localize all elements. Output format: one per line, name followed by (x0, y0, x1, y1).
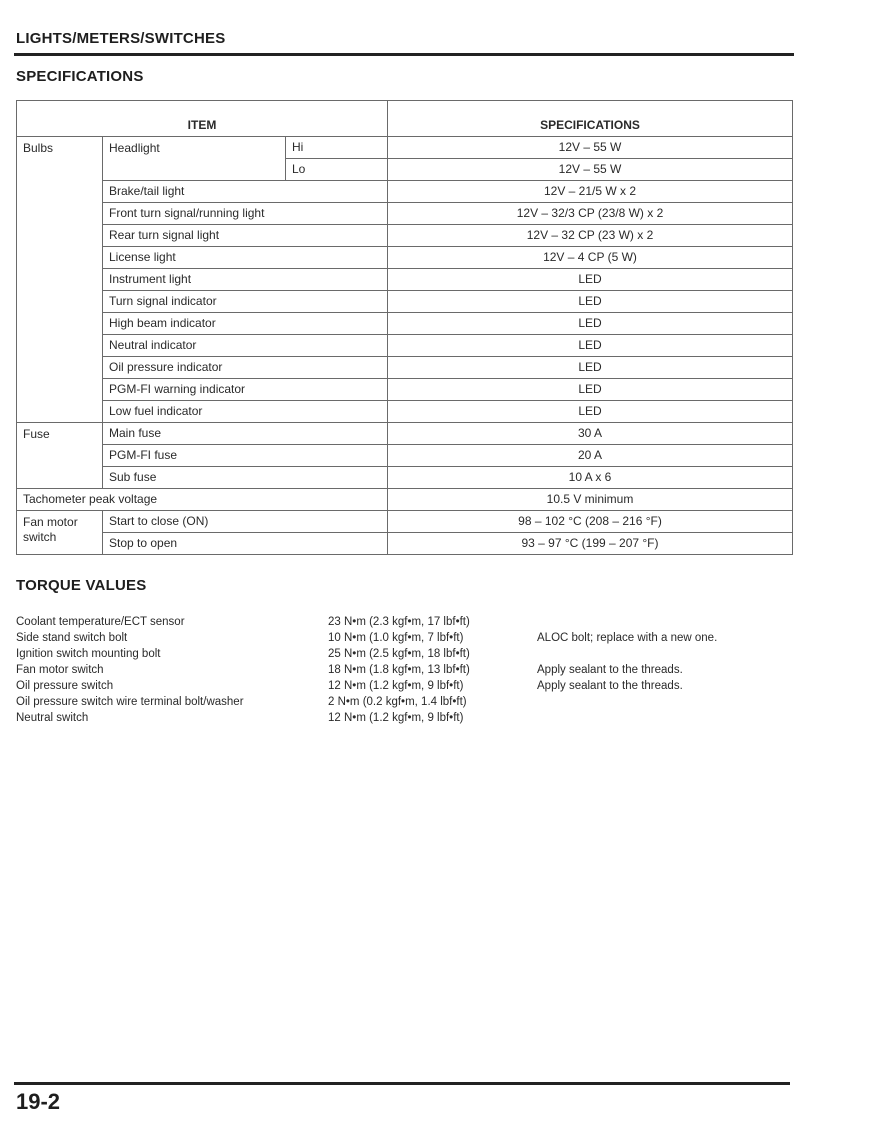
fuse-value: 30 A (388, 423, 793, 445)
fan-motor-item: Start to close (ON) (103, 511, 388, 533)
bulb-value: 12V – 21/5 W x 2 (388, 181, 793, 203)
fan-motor-value: 98 – 102 °C (208 – 216 °F) (388, 511, 793, 533)
bulb-item: Brake/tail light (103, 181, 388, 203)
bulb-value: 12V – 4 CP (5 W) (388, 247, 793, 269)
tachometer-value: 10.5 V minimum (388, 489, 793, 511)
table-row (17, 357, 793, 379)
table-row (17, 181, 793, 203)
bulb-item: High beam indicator (103, 313, 388, 335)
table-row (17, 423, 793, 445)
tachometer-item: Tachometer peak voltage (17, 489, 388, 511)
torque-values-heading: TORQUE VALUES (16, 577, 147, 594)
fuse-item: Main fuse (103, 423, 388, 445)
torque-remark: Apply sealant to the threads. (537, 664, 683, 676)
fuse-value: 10 A x 6 (388, 467, 793, 489)
bulb-item: Front turn signal/running light (103, 203, 388, 225)
item-column-header: ITEM (17, 101, 388, 137)
table-row (17, 313, 793, 335)
bulb-value: LED (388, 291, 793, 313)
bulbs-group-label: Bulbs (17, 137, 103, 423)
table-row (17, 269, 793, 291)
table-row (17, 247, 793, 269)
table-row (17, 335, 793, 357)
bulb-value: LED (388, 313, 793, 335)
footer-rule (14, 1082, 790, 1085)
fuse-item: Sub fuse (103, 467, 388, 489)
fuse-value: 20 A (388, 445, 793, 467)
fan-motor-value: 93 – 97 °C (199 – 207 °F) (388, 533, 793, 555)
table-row (17, 291, 793, 313)
table-row (17, 511, 793, 533)
torque-value: 18 N•m (1.8 kgf•m, 13 lbf•ft) (328, 664, 470, 676)
torque-item: Neutral switch (16, 712, 89, 724)
bulb-item: Neutral indicator (103, 335, 388, 357)
bulb-item: Low fuel indicator (103, 401, 388, 423)
title-rule (14, 53, 794, 56)
bulb-item: Oil pressure indicator (103, 357, 388, 379)
fuse-group-label: Fuse (17, 423, 103, 489)
torque-remark: ALOC bolt; replace with a new one. (537, 632, 718, 644)
headlight-hi-label: Hi (286, 137, 388, 159)
bulb-item: Instrument light (103, 269, 388, 291)
torque-value: 12 N•m (1.2 kgf•m, 9 lbf•ft) (328, 712, 464, 724)
table-row (17, 533, 793, 555)
torque-item: Fan motor switch (16, 664, 104, 676)
torque-value: 10 N•m (1.0 kgf•m, 7 lbf•ft) (328, 632, 464, 644)
specifications-table (16, 100, 793, 555)
bulb-value: LED (388, 335, 793, 357)
bulb-item: License light (103, 247, 388, 269)
fuse-item: PGM-FI fuse (103, 445, 388, 467)
bulb-value: 12V – 32/3 CP (23/8 W) x 2 (388, 203, 793, 225)
torque-value: 12 N•m (1.2 kgf•m, 9 lbf•ft) (328, 680, 464, 692)
torque-item: Side stand switch bolt (16, 632, 128, 644)
bulb-value: 12V – 32 CP (23 W) x 2 (388, 225, 793, 247)
page-number: 19-2 (16, 1089, 61, 1114)
headlight-lo-value: 12V – 55 W (388, 159, 793, 181)
table-header-row (17, 101, 793, 137)
torque-remark: Apply sealant to the threads. (537, 680, 683, 692)
torque-value: 23 N•m (2.3 kgf•m, 17 lbf•ft) (328, 616, 470, 628)
bulb-item: PGM-FI warning indicator (103, 379, 388, 401)
bulb-value: LED (388, 269, 793, 291)
fan-motor-item: Stop to open (103, 533, 388, 555)
torque-value: 25 N•m (2.5 kgf•m, 18 lbf•ft) (328, 648, 470, 660)
table-row (17, 401, 793, 423)
bulb-item: Turn signal indicator (103, 291, 388, 313)
table-row (17, 445, 793, 467)
table-row (17, 467, 793, 489)
headlight-label: Headlight (103, 137, 286, 181)
bulb-value: LED (388, 401, 793, 423)
table-row (17, 379, 793, 401)
torque-item: Oil pressure switch wire terminal bolt/washer (16, 696, 244, 708)
specifications-column-header: SPECIFICATIONS (388, 101, 793, 137)
torque-item: Oil pressure switch (16, 680, 114, 692)
table-row (17, 225, 793, 247)
table-row (17, 203, 793, 225)
table-row (17, 137, 793, 159)
specifications-heading: SPECIFICATIONS (16, 68, 144, 85)
torque-item: Ignition switch mounting bolt (16, 648, 161, 660)
headlight-lo-label: Lo (286, 159, 388, 181)
torque-item: Coolant temperature/ECT sensor (16, 616, 185, 628)
bulb-value: LED (388, 357, 793, 379)
fan-motor-group-label: Fan motor switch (17, 511, 103, 555)
bulb-value: LED (388, 379, 793, 401)
torque-value: 2 N•m (0.2 kgf•m, 1.4 lbf•ft) (328, 696, 467, 708)
headlight-hi-value: 12V – 55 W (388, 137, 793, 159)
bulb-item: Rear turn signal light (103, 225, 388, 247)
table-row (17, 489, 793, 511)
page-title: LIGHTS/METERS/SWITCHES (16, 30, 226, 47)
